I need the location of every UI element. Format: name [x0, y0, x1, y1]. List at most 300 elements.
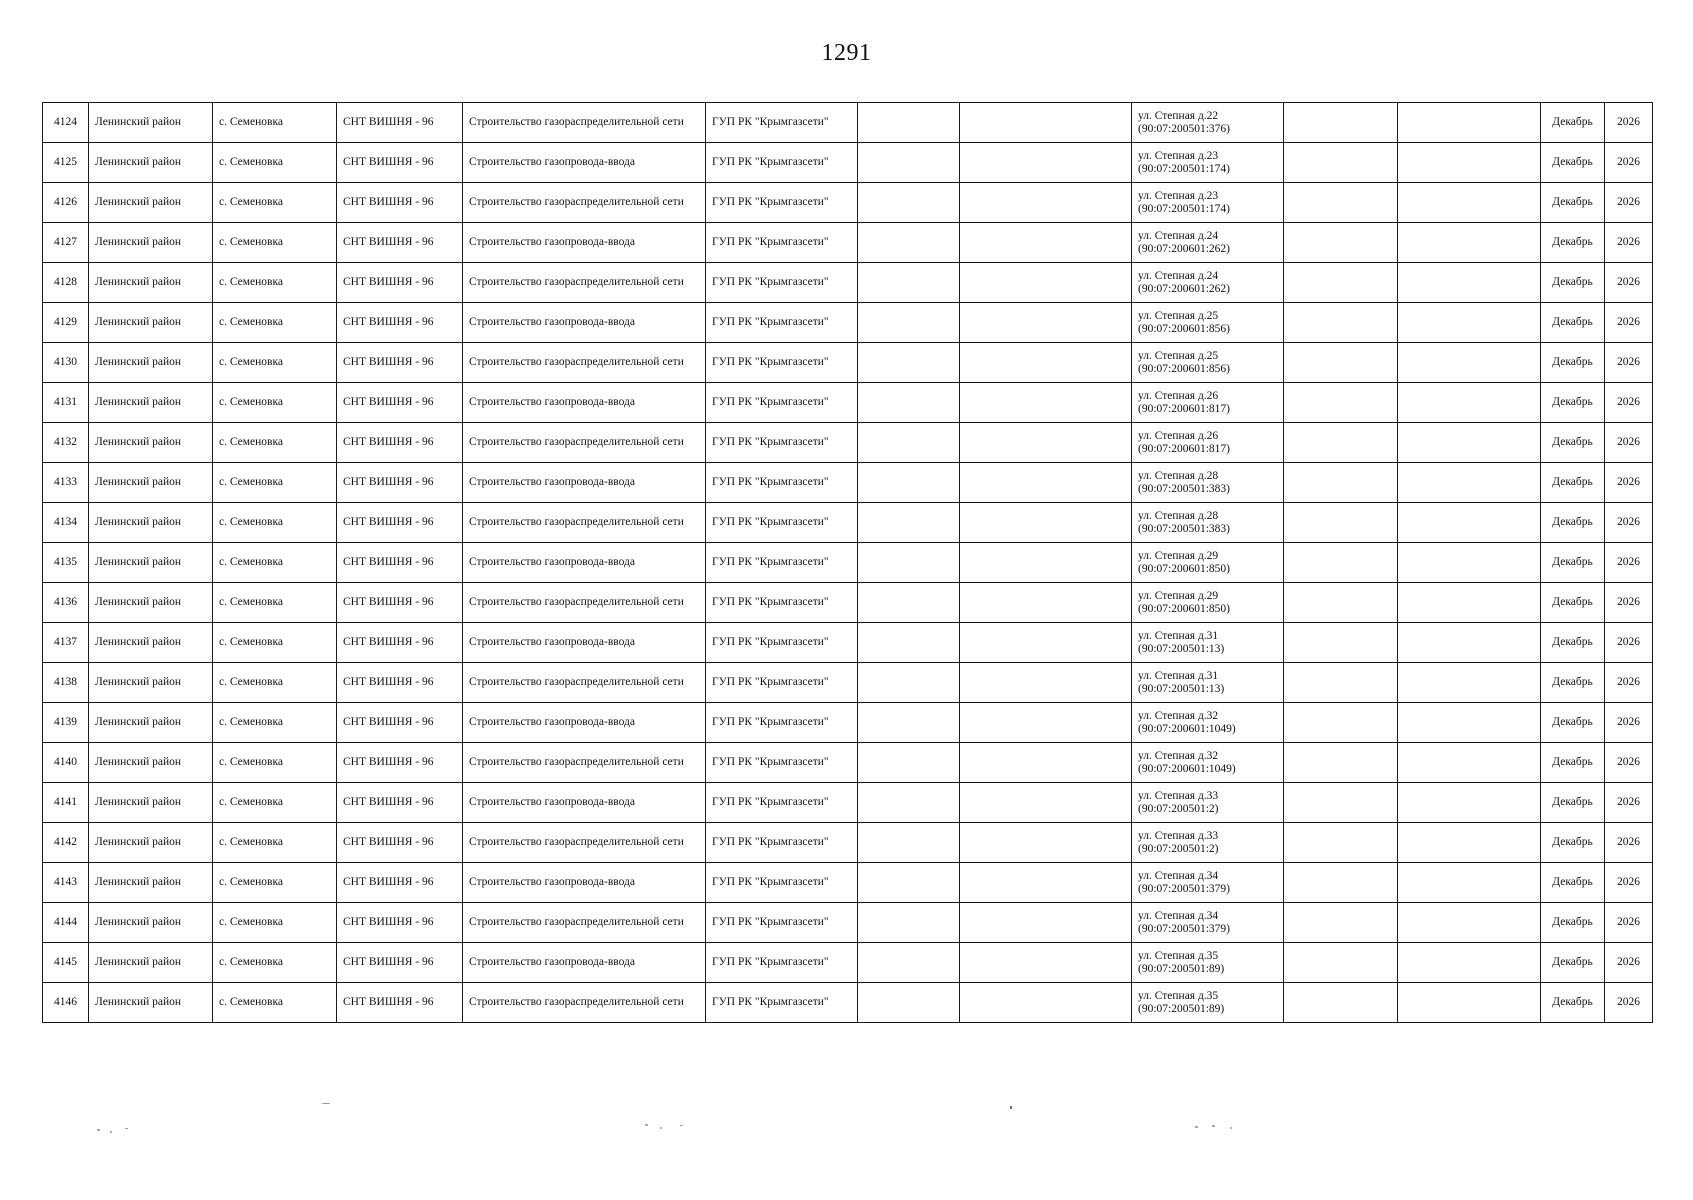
empty-cell [960, 623, 1132, 663]
org-text: ГУП РК "Крымгазсети" [712, 236, 829, 248]
empty-cell [1284, 583, 1398, 623]
row-number-cell [43, 103, 89, 143]
empty-cell [1398, 223, 1541, 263]
year-cell [1605, 263, 1653, 303]
empty-cell [1284, 783, 1398, 823]
year-cell [1605, 143, 1653, 183]
district-cell [89, 983, 213, 1023]
district-text: Ленинский район [95, 716, 182, 728]
empty-cell [1284, 103, 1398, 143]
empty-cell [1284, 343, 1398, 383]
work-type-cell [463, 743, 706, 783]
row-number-cell [43, 343, 89, 383]
scan-speck [1230, 1127, 1232, 1129]
month-cell [1541, 263, 1605, 303]
empty-cell [858, 263, 960, 303]
empty-cell [858, 303, 960, 343]
work-type-cell [463, 143, 706, 183]
village-text: с. Семеновка [219, 596, 284, 608]
empty-cell [960, 343, 1132, 383]
village-cell [213, 223, 337, 263]
table-row [43, 423, 1653, 463]
empty-cell [960, 383, 1132, 423]
address-text: ул. Степная д.28 [1138, 469, 1219, 482]
address-cell [1132, 983, 1284, 1023]
empty-cell [1284, 983, 1398, 1023]
address-cell [1132, 503, 1284, 543]
row-number-cell [43, 183, 89, 223]
organization-cell [706, 503, 858, 543]
village-text: с. Семеновка [219, 836, 284, 848]
cadastral-text: (90:07:200601:850) [1138, 602, 1230, 615]
empty-cell [858, 663, 960, 703]
district-text: Ленинский район [95, 476, 182, 488]
empty-cell [1398, 543, 1541, 583]
organization-cell [706, 783, 858, 823]
scan-speck [97, 1129, 100, 1131]
row-number-cell [43, 783, 89, 823]
empty-cell [1398, 463, 1541, 503]
cadastral-text: (90:07:200601:850) [1138, 562, 1230, 575]
district-text: Ленинский район [95, 996, 182, 1008]
row-number-cell [43, 823, 89, 863]
snt-text: СНТ ВИШНЯ - 96 [343, 836, 434, 848]
num-text: 4124 [54, 116, 77, 128]
empty-cell [858, 863, 960, 903]
month-cell [1541, 783, 1605, 823]
snt-text: СНТ ВИШНЯ - 96 [343, 476, 434, 488]
table-row [43, 183, 1653, 223]
table-row [43, 743, 1653, 783]
num-text: 4129 [54, 316, 77, 328]
row-number-cell [43, 223, 89, 263]
empty-cell [1284, 143, 1398, 183]
address-cell [1132, 663, 1284, 703]
cadastral-text: (90:07:200501:13) [1138, 642, 1225, 655]
district-cell [89, 263, 213, 303]
year-cell [1605, 223, 1653, 263]
table-row [43, 343, 1653, 383]
empty-cell [858, 783, 960, 823]
table-row [43, 143, 1653, 183]
year-cell [1605, 943, 1653, 983]
empty-cell [1398, 103, 1541, 143]
empty-cell [1398, 143, 1541, 183]
year-cell [1605, 823, 1653, 863]
num-text: 4132 [54, 436, 77, 448]
work-text: Строительство газораспределительной сети [469, 756, 684, 768]
cadastral-text: (90:07:200501:2) [1138, 842, 1219, 855]
work-text: Строительство газораспределительной сети [469, 356, 684, 368]
village-cell [213, 983, 337, 1023]
org-text: ГУП РК "Крымгазсети" [712, 276, 829, 288]
empty-cell [960, 223, 1132, 263]
village-text: с. Семеновка [219, 676, 284, 688]
work-type-cell [463, 663, 706, 703]
org-text: ГУП РК "Крымгазсети" [712, 556, 829, 568]
scan-speck [110, 1131, 112, 1133]
village-text: с. Семеновка [219, 876, 284, 888]
table-row [43, 823, 1653, 863]
empty-cell [960, 103, 1132, 143]
empty-cell [1398, 623, 1541, 663]
cadastral-text: (90:07:200501:13) [1138, 682, 1225, 695]
district-cell [89, 623, 213, 663]
empty-cell [1284, 903, 1398, 943]
org-text: ГУП РК "Крымгазсети" [712, 476, 829, 488]
empty-cell [960, 943, 1132, 983]
year-text: 2026 [1617, 916, 1640, 928]
village-text: с. Семеновка [219, 476, 284, 488]
empty-cell [960, 423, 1132, 463]
district-text: Ленинский район [95, 396, 182, 408]
org-text: ГУП РК "Крымгазсети" [712, 596, 829, 608]
snt-cell [337, 863, 463, 903]
table-row [43, 103, 1653, 143]
address-cell [1132, 943, 1284, 983]
snt-text: СНТ ВИШНЯ - 96 [343, 676, 434, 688]
row-number-cell [43, 503, 89, 543]
address-cell [1132, 543, 1284, 583]
cadastral-text: (90:07:200501:376) [1138, 122, 1230, 135]
address-text: ул. Степная д.24 [1138, 229, 1219, 242]
num-text: 4133 [54, 476, 77, 488]
row-number-cell [43, 943, 89, 983]
empty-cell [1398, 783, 1541, 823]
work-text: Строительство газораспределительной сети [469, 836, 684, 848]
village-text: с. Семеновка [219, 996, 284, 1008]
work-text: Строительство газораспределительной сети [469, 276, 684, 288]
month-text: Декабрь [1552, 636, 1593, 648]
organization-cell [706, 423, 858, 463]
work-type-cell [463, 103, 706, 143]
work-type-cell [463, 623, 706, 663]
month-text: Декабрь [1552, 196, 1593, 208]
snt-cell [337, 463, 463, 503]
scan-speck [645, 1124, 648, 1126]
empty-cell [1284, 663, 1398, 703]
address-cell [1132, 343, 1284, 383]
year-cell [1605, 383, 1653, 423]
snt-cell [337, 623, 463, 663]
year-cell [1605, 663, 1653, 703]
snt-text: СНТ ВИШНЯ - 96 [343, 996, 434, 1008]
row-number-cell [43, 423, 89, 463]
work-type-cell [463, 263, 706, 303]
num-text: 4138 [54, 676, 77, 688]
work-text: Строительство газораспределительной сети [469, 676, 684, 688]
village-cell [213, 143, 337, 183]
district-cell [89, 783, 213, 823]
year-text: 2026 [1617, 476, 1640, 488]
organization-cell [706, 263, 858, 303]
village-text: с. Семеновка [219, 636, 284, 648]
num-text: 4126 [54, 196, 77, 208]
snt-text: СНТ ВИШНЯ - 96 [343, 516, 434, 528]
year-text: 2026 [1617, 556, 1640, 568]
work-type-cell [463, 303, 706, 343]
empty-cell [1284, 703, 1398, 743]
month-cell [1541, 223, 1605, 263]
organization-cell [706, 383, 858, 423]
row-number-cell [43, 863, 89, 903]
district-cell [89, 103, 213, 143]
village-text: с. Семеновка [219, 916, 284, 928]
row-number-cell [43, 263, 89, 303]
address-cell [1132, 103, 1284, 143]
empty-cell [1284, 423, 1398, 463]
month-text: Декабрь [1552, 796, 1593, 808]
cadastral-text: (90:07:200501:89) [1138, 962, 1225, 975]
table-row [43, 463, 1653, 503]
village-cell [213, 383, 337, 423]
empty-cell [1284, 823, 1398, 863]
address-text: ул. Степная д.32 [1138, 709, 1219, 722]
year-text: 2026 [1617, 716, 1640, 728]
district-cell [89, 383, 213, 423]
village-cell [213, 463, 337, 503]
cadastral-text: (90:07:200501:89) [1138, 1002, 1225, 1015]
address-cell [1132, 623, 1284, 663]
month-text: Декабрь [1552, 956, 1593, 968]
empty-cell [1398, 743, 1541, 783]
district-text: Ленинский район [95, 356, 182, 368]
work-text: Строительство газопровода-ввода [469, 796, 635, 808]
snt-text: СНТ ВИШНЯ - 96 [343, 756, 434, 768]
table-row [43, 503, 1653, 543]
snt-cell [337, 943, 463, 983]
snt-cell [337, 543, 463, 583]
village-text: с. Семеновка [219, 716, 284, 728]
snt-cell [337, 223, 463, 263]
row-number-cell [43, 543, 89, 583]
org-text: ГУП РК "Крымгазсети" [712, 356, 829, 368]
snt-text: СНТ ВИШНЯ - 96 [343, 316, 434, 328]
snt-cell [337, 703, 463, 743]
month-cell [1541, 543, 1605, 583]
snt-text: СНТ ВИШНЯ - 96 [343, 116, 434, 128]
district-cell [89, 823, 213, 863]
page-number: 1291 [821, 40, 872, 66]
num-text: 4136 [54, 596, 77, 608]
cadastral-text: (90:07:200501:383) [1138, 482, 1230, 495]
month-cell [1541, 703, 1605, 743]
table-row [43, 783, 1653, 823]
snt-text: СНТ ВИШНЯ - 96 [343, 156, 434, 168]
village-cell [213, 903, 337, 943]
org-text: ГУП РК "Крымгазсети" [712, 676, 829, 688]
address-cell [1132, 903, 1284, 943]
snt-cell [337, 303, 463, 343]
address-text: ул. Степная д.34 [1138, 909, 1219, 922]
empty-cell [960, 743, 1132, 783]
org-text: ГУП РК "Крымгазсети" [712, 916, 829, 928]
month-cell [1541, 583, 1605, 623]
address-cell [1132, 463, 1284, 503]
organization-cell [706, 463, 858, 503]
work-type-cell [463, 783, 706, 823]
work-type-cell [463, 583, 706, 623]
year-text: 2026 [1617, 396, 1640, 408]
empty-cell [960, 263, 1132, 303]
empty-cell [1398, 183, 1541, 223]
org-text: ГУП РК "Крымгазсети" [712, 156, 829, 168]
year-text: 2026 [1617, 996, 1640, 1008]
row-number-cell [43, 143, 89, 183]
address-text: ул. Степная д.29 [1138, 549, 1219, 562]
snt-text: СНТ ВИШНЯ - 96 [343, 196, 434, 208]
village-text: с. Семеновка [219, 436, 284, 448]
month-text: Декабрь [1552, 756, 1593, 768]
cadastral-text: (90:07:200601:262) [1138, 242, 1230, 255]
district-text: Ленинский район [95, 556, 182, 568]
month-cell [1541, 383, 1605, 423]
year-cell [1605, 303, 1653, 343]
address-text: ул. Степная д.29 [1138, 589, 1219, 602]
village-cell [213, 183, 337, 223]
address-text: ул. Степная д.32 [1138, 749, 1219, 762]
organization-cell [706, 583, 858, 623]
org-text: ГУП РК "Крымгазсети" [712, 516, 829, 528]
year-text: 2026 [1617, 756, 1640, 768]
empty-cell [858, 743, 960, 783]
work-text: Строительство газопровода-ввода [469, 876, 635, 888]
empty-cell [960, 663, 1132, 703]
district-text: Ленинский район [95, 236, 182, 248]
snt-text: СНТ ВИШНЯ - 96 [343, 796, 434, 808]
work-type-cell [463, 183, 706, 223]
village-cell [213, 543, 337, 583]
village-text: с. Семеновка [219, 236, 284, 248]
address-cell [1132, 143, 1284, 183]
district-cell [89, 903, 213, 943]
table-row [43, 663, 1653, 703]
work-type-cell [463, 943, 706, 983]
empty-cell [1284, 943, 1398, 983]
district-text: Ленинский район [95, 876, 182, 888]
village-cell [213, 703, 337, 743]
empty-cell [1284, 623, 1398, 663]
scan-speck [660, 1127, 662, 1129]
num-text: 4137 [54, 636, 77, 648]
month-text: Декабрь [1552, 436, 1593, 448]
org-text: ГУП РК "Крымгазсети" [712, 396, 829, 408]
empty-cell [1398, 943, 1541, 983]
empty-cell [1284, 183, 1398, 223]
org-text: ГУП РК "Крымгазсети" [712, 956, 829, 968]
address-cell [1132, 383, 1284, 423]
month-text: Декабрь [1552, 356, 1593, 368]
year-text: 2026 [1617, 356, 1640, 368]
month-text: Декабрь [1552, 276, 1593, 288]
village-cell [213, 823, 337, 863]
snt-cell [337, 663, 463, 703]
organization-cell [706, 303, 858, 343]
village-text: с. Семеновка [219, 276, 284, 288]
empty-cell [1284, 543, 1398, 583]
village-cell [213, 623, 337, 663]
year-text: 2026 [1617, 796, 1640, 808]
month-text: Декабрь [1552, 156, 1593, 168]
table-row [43, 263, 1653, 303]
year-cell [1605, 863, 1653, 903]
table-row [43, 903, 1653, 943]
empty-cell [960, 463, 1132, 503]
address-cell [1132, 823, 1284, 863]
snt-cell [337, 383, 463, 423]
village-cell [213, 423, 337, 463]
work-text: Строительство газораспределительной сети [469, 436, 684, 448]
empty-cell [1284, 223, 1398, 263]
district-text: Ленинский район [95, 676, 182, 688]
year-cell [1605, 463, 1653, 503]
work-text: Строительство газопровода-ввода [469, 316, 635, 328]
address-text: ул. Степная д.35 [1138, 989, 1219, 1002]
cadastral-text: (90:07:200501:174) [1138, 202, 1230, 215]
district-cell [89, 463, 213, 503]
address-cell [1132, 223, 1284, 263]
year-text: 2026 [1617, 876, 1640, 888]
cadastral-text: (90:07:200601:856) [1138, 362, 1230, 375]
organization-cell [706, 663, 858, 703]
village-cell [213, 263, 337, 303]
address-cell [1132, 183, 1284, 223]
num-text: 4131 [54, 396, 77, 408]
empty-cell [1398, 263, 1541, 303]
empty-cell [960, 183, 1132, 223]
org-text: ГУП РК "Крымгазсети" [712, 116, 829, 128]
month-cell [1541, 863, 1605, 903]
district-text: Ленинский район [95, 636, 182, 648]
address-text: ул. Степная д.24 [1138, 269, 1219, 282]
district-cell [89, 423, 213, 463]
year-cell [1605, 743, 1653, 783]
village-text: с. Семеновка [219, 196, 284, 208]
empty-cell [858, 223, 960, 263]
empty-cell [1398, 583, 1541, 623]
address-text: ул. Степная д.25 [1138, 349, 1219, 362]
year-cell [1605, 703, 1653, 743]
num-text: 4146 [54, 996, 77, 1008]
address-cell [1132, 423, 1284, 463]
empty-cell [960, 303, 1132, 343]
table-row [43, 383, 1653, 423]
empty-cell [858, 503, 960, 543]
empty-cell [1398, 983, 1541, 1023]
empty-cell [1284, 383, 1398, 423]
address-text: ул. Степная д.35 [1138, 949, 1219, 962]
address-text: ул. Степная д.23 [1138, 189, 1219, 202]
year-text: 2026 [1617, 236, 1640, 248]
month-cell [1541, 943, 1605, 983]
row-number-cell [43, 983, 89, 1023]
row-number-cell [43, 663, 89, 703]
village-text: с. Семеновка [219, 796, 284, 808]
empty-cell [1398, 383, 1541, 423]
district-cell [89, 583, 213, 623]
month-text: Декабрь [1552, 716, 1593, 728]
work-text: Строительство газораспределительной сети [469, 596, 684, 608]
district-text: Ленинский район [95, 196, 182, 208]
table-row [43, 623, 1653, 663]
month-cell [1541, 463, 1605, 503]
district-cell [89, 743, 213, 783]
empty-cell [1398, 503, 1541, 543]
year-cell [1605, 423, 1653, 463]
work-text: Строительство газораспределительной сети [469, 916, 684, 928]
num-text: 4127 [54, 236, 77, 248]
year-text: 2026 [1617, 836, 1640, 848]
